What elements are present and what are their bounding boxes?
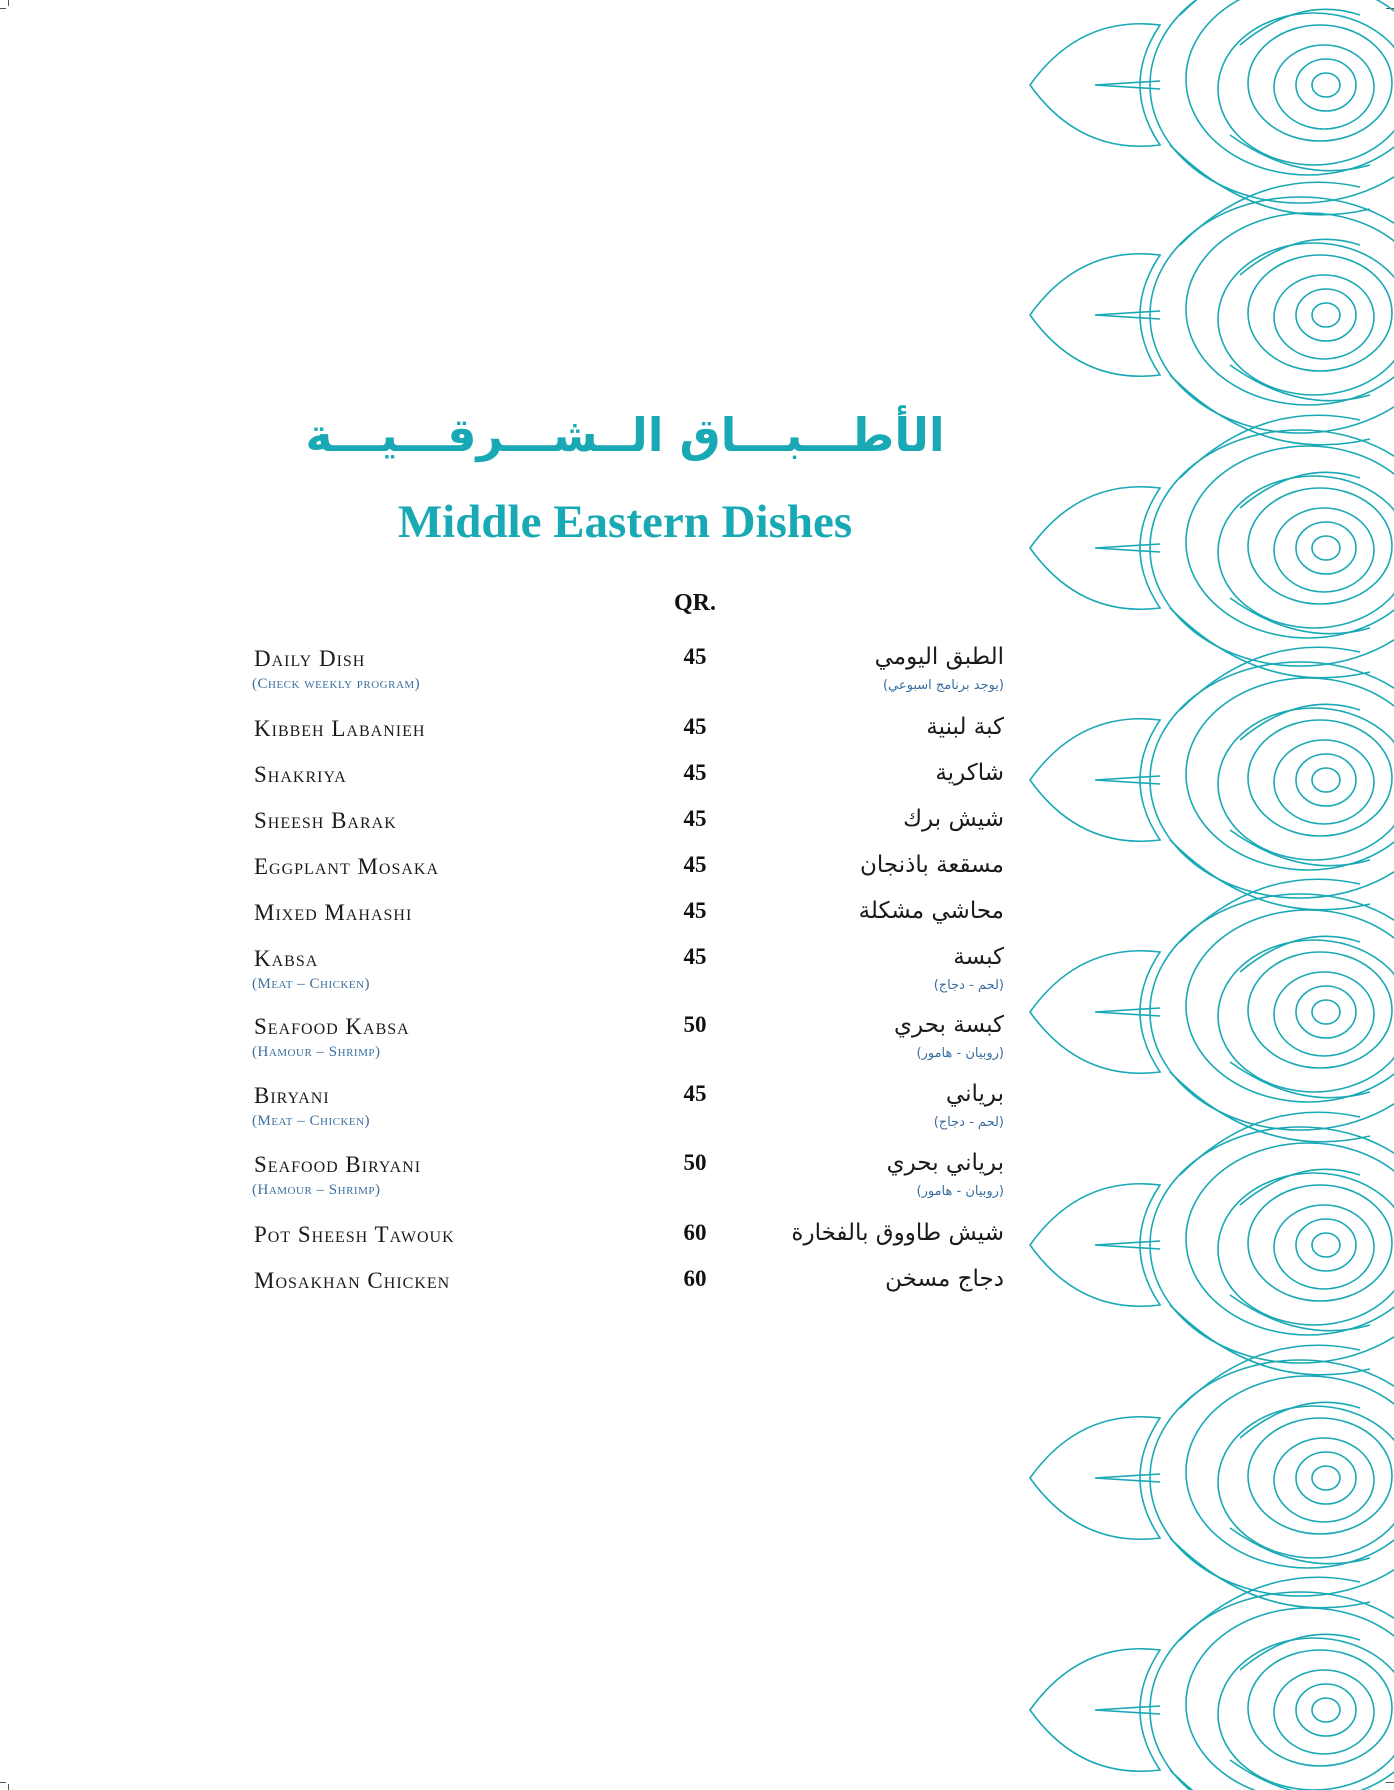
menu-item-seafood-biryani [254,1152,1004,1212]
rose-petal [1312,1233,1340,1257]
rose-petal [1274,740,1374,824]
rose-petal [1248,1418,1392,1534]
rose-petal [1248,952,1392,1068]
rose-stroke [1230,1295,1370,1331]
crop-mark-top-left [0,8,6,9]
rose-stroke [1180,1112,1360,1175]
rose-petal [1218,476,1394,628]
rose-petal [1312,1000,1340,1024]
rose-petal [1186,1608,1394,1790]
rose-stroke [1230,830,1370,866]
rose-petal [1248,488,1392,604]
rose-stroke [1230,1062,1370,1098]
rose-petal [1218,13,1394,165]
item-note-ar: (روبيان - هامور) [916,1184,1004,1199]
item-name-en: Kibbeh Labanieh [254,716,426,741]
rose-stroke [1170,608,1370,678]
rose-petal [1218,243,1394,395]
item-name-en: Seafood Biryani [254,1152,422,1177]
title-english: Middle Eastern Dishes [397,496,853,548]
rose-petal [1312,1466,1340,1490]
rose-stroke [1230,1528,1370,1564]
rose-petal [1296,289,1356,341]
rose-petal [1186,1376,1394,1568]
rose-petal [1218,1173,1394,1325]
item-name-ar: مسقعة باذنجان [859,852,1004,878]
crop-mark-bottom-left [0,1782,6,1783]
rose-petal [1312,768,1340,792]
item-name-en: Daily Dish [254,646,366,671]
item-price: 45 [683,852,707,877]
item-price: 45 [683,944,707,969]
item-note-en: (Hamour – Shrimp) [252,1044,381,1060]
rose-stroke [1230,598,1370,634]
item-note-ar: (روبيان - هامور) [916,1046,1004,1061]
rose-stroke [1170,145,1370,215]
menu-item-kabsa [254,946,1004,1006]
item-name-ar: شاكرية [935,760,1004,786]
item-name-en: Pot Sheesh Tawouk [254,1222,455,1247]
rose-petal [1248,720,1392,836]
rose-stroke [1230,135,1370,171]
rose-petal [1312,536,1340,560]
rose-petal [1296,522,1356,574]
item-price: 45 [683,714,707,739]
rose-petal [1248,25,1392,141]
item-note-ar: (لحم - دجاج) [933,978,1004,993]
rose-petal [1296,1452,1356,1504]
rose-petal [1312,1698,1340,1722]
rose-petal [1312,73,1340,97]
item-price: 45 [683,1081,707,1106]
rose-petal [1274,1205,1374,1289]
rose-petal [1248,255,1392,371]
item-price: 60 [683,1266,707,1291]
rose-petal [1274,275,1374,359]
item-note-en: (Hamour – Shrimp) [252,1182,381,1198]
menu-item-daily-dish [254,646,1004,706]
rose-petal [1248,1650,1392,1766]
item-name-en: Kabsa [254,946,319,971]
item-name-ar: شيش طاووق بالفخارة [791,1220,1004,1246]
rose-petal [1296,754,1356,806]
rose-stroke [1170,1538,1370,1608]
item-name-en: Biryani [254,1083,330,1108]
rose-petal [1296,1684,1356,1736]
rose-petal [1186,213,1394,405]
rose-petal [1274,972,1374,1056]
rose-petal [1296,59,1356,111]
item-name-ar: شيش برك [903,806,1004,832]
rose-petal [1296,986,1356,1038]
item-price: 45 [683,898,707,923]
item-name-ar: محاشي مشكلة [858,898,1004,924]
item-name-en: Mixed Mahashi [254,900,413,925]
rose-petal [1186,910,1394,1102]
item-name-ar: كبة لبنية [926,714,1004,740]
crop-mark-top-left-v [8,0,9,6]
item-price: 45 [683,644,707,669]
rose-petal [1274,1670,1374,1754]
item-price: 45 [683,760,707,785]
rose-stroke [1180,0,1360,15]
rose-pattern-decoration [1010,0,1394,1790]
item-note-en: (Meat – Chicken) [252,976,371,992]
item-note-en: (Meat – Chicken) [252,1113,371,1129]
title-arabic: الأطـــبـــاق الــشـــرقـــيـــة [305,408,945,462]
rose-stroke [1180,415,1360,478]
item-name-en: Mosakhan Chicken [254,1268,451,1293]
item-name-en: Sheesh Barak [254,808,397,833]
rose-petal [1218,708,1394,860]
item-name-en: Eggplant Mosaka [254,854,440,879]
item-name-ar: دجاج مسخن [885,1266,1004,1292]
item-name-ar: كبسة بحري [894,1012,1004,1038]
rose-petal [1186,678,1394,870]
item-price: 45 [683,806,707,831]
rose-petal [1274,1438,1374,1522]
item-price: 50 [683,1150,707,1175]
rose-stroke [1180,1345,1360,1408]
item-note-ar: (لحم - دجاج) [933,1115,1004,1130]
rose-stroke [1180,1577,1360,1640]
menu-item-mosakhan-chicken [254,1268,1004,1328]
rose-petal [1218,940,1394,1092]
item-name-ar: الطبق اليومي [874,644,1004,670]
rose-petal [1274,508,1374,592]
rose-petal [1186,0,1394,175]
item-name-ar: كبسة [953,944,1004,970]
item-name-en: Shakriya [254,762,347,787]
menu-item-seafood-kabsa [254,1014,1004,1074]
item-name-en: Seafood Kabsa [254,1014,410,1039]
item-note-ar: (يوجد برنامج اسبوعي) [882,678,1004,693]
rose-petal [1186,446,1394,638]
rose-outline-pattern-icon [1010,0,1394,1790]
menu-item-biryani [254,1083,1004,1143]
rose-stroke [1180,879,1360,942]
rose-stroke [1230,365,1370,401]
item-name-ar: برياني [945,1081,1004,1107]
currency-label: QR. [674,590,716,616]
rose-petal [1186,1143,1394,1335]
rose-stroke [1170,840,1370,910]
rose-petal [1218,1406,1394,1558]
item-price: 60 [683,1220,707,1245]
rose-petal [1296,1219,1356,1271]
rose-petal [1248,1185,1392,1301]
rose-stroke [1180,182,1360,245]
rose-stroke [1180,647,1360,710]
item-price: 50 [683,1012,707,1037]
rose-petal [1274,45,1374,129]
item-name-ar: برياني بحري [886,1150,1004,1176]
rose-petal [1150,0,1394,203]
item-note-en: (Check weekly program) [252,676,421,692]
rose-petal [1218,1638,1394,1790]
rose-petal [1312,303,1340,327]
crop-mark-bottom-left-v [8,1784,9,1790]
